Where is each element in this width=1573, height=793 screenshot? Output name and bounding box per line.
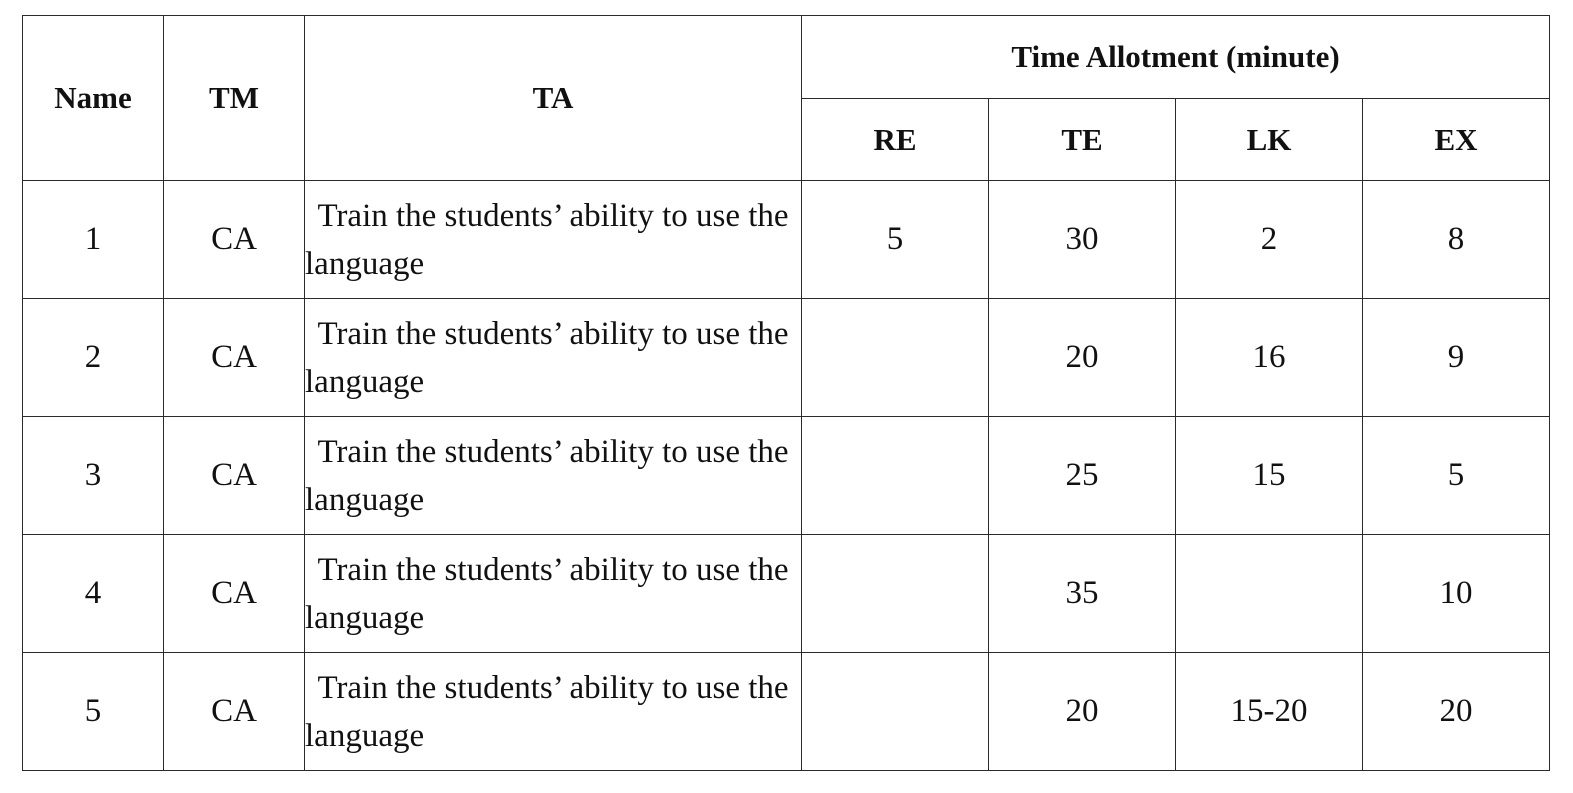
cell-te: 20	[989, 299, 1176, 417]
cell-re	[802, 417, 989, 535]
cell-re: 5	[802, 181, 989, 299]
table-body	[23, 181, 1550, 771]
cell-lk	[1176, 535, 1363, 653]
cell-ex: 8	[1363, 181, 1550, 299]
table-row	[23, 653, 1550, 771]
cell-re	[802, 299, 989, 417]
cell-tm: CA	[164, 653, 305, 771]
cell-ta: Train the students’ ability to use the language	[305, 417, 802, 535]
cell-te: 30	[989, 181, 1176, 299]
cell-name: 2	[23, 299, 164, 417]
cell-re	[802, 653, 989, 771]
cell-lk: 2	[1176, 181, 1363, 299]
header-tm: TM	[164, 16, 305, 181]
cell-name: 4	[23, 535, 164, 653]
table-row	[23, 299, 1550, 417]
time-allotment-table	[22, 15, 1550, 771]
cell-name: 1	[23, 181, 164, 299]
cell-lk: 16	[1176, 299, 1363, 417]
header-ta: TA	[305, 16, 802, 181]
cell-ex: 9	[1363, 299, 1550, 417]
table-row	[23, 535, 1550, 653]
header-row-top	[23, 16, 1550, 99]
header-lk: LK	[1176, 99, 1363, 181]
cell-name: 3	[23, 417, 164, 535]
cell-ta: Train the students’ ability to use the language	[305, 181, 802, 299]
header-name: Name	[23, 16, 164, 181]
cell-re	[802, 535, 989, 653]
cell-tm: CA	[164, 299, 305, 417]
cell-lk: 15-20	[1176, 653, 1363, 771]
header-re: RE	[802, 99, 989, 181]
header-ex: EX	[1363, 99, 1550, 181]
table-row	[23, 417, 1550, 535]
header-time-allotment: Time Allotment (minute)	[802, 16, 1550, 99]
cell-lk: 15	[1176, 417, 1363, 535]
cell-tm: CA	[164, 181, 305, 299]
cell-ta: Train the students’ ability to use the language	[305, 653, 802, 771]
header-te: TE	[989, 99, 1176, 181]
table-header	[23, 16, 1550, 181]
cell-ta: Train the students’ ability to use the language	[305, 535, 802, 653]
cell-te: 20	[989, 653, 1176, 771]
table-row	[23, 181, 1550, 299]
cell-te: 25	[989, 417, 1176, 535]
cell-ex: 20	[1363, 653, 1550, 771]
cell-ex: 5	[1363, 417, 1550, 535]
cell-ex: 10	[1363, 535, 1550, 653]
cell-ta: Train the students’ ability to use the language	[305, 299, 802, 417]
cell-tm: CA	[164, 535, 305, 653]
cell-name: 5	[23, 653, 164, 771]
cell-te: 35	[989, 535, 1176, 653]
cell-tm: CA	[164, 417, 305, 535]
